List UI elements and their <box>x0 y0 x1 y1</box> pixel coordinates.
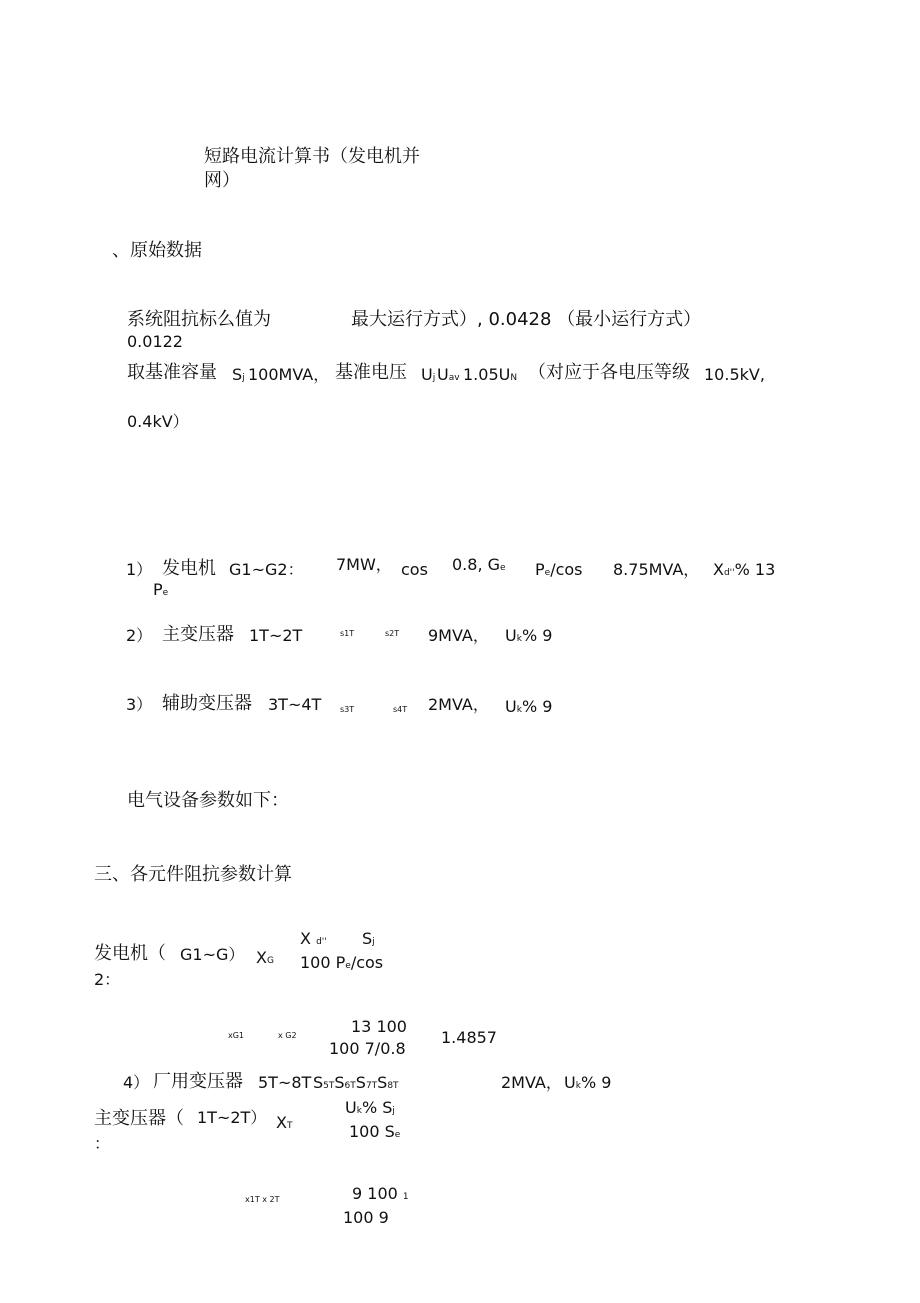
transformer-formula-colon: ： <box>94 1134 111 1153</box>
generator-formula-code: G1~G） <box>180 945 245 964</box>
item-1-xd: Xd''% 13 <box>713 560 776 579</box>
item-4-uk: Uk% 9 <box>564 1073 612 1092</box>
base-capacity-label: 取基准容量 <box>127 362 217 383</box>
generator-numerator-x: X d'' <box>300 929 327 948</box>
item-1-pe: Pe <box>153 580 169 599</box>
generator-xg1: xG1 <box>228 1031 245 1040</box>
item-3-name: 辅助变压器 <box>162 693 252 714</box>
item-3-number: 3） <box>126 695 153 714</box>
item-3-s4t: s4T <box>393 705 408 714</box>
base-uj: Uj <box>421 365 436 384</box>
base-voltage-label: 基准电压 <box>335 362 407 383</box>
item-1-ge: 0.8, Ge <box>452 555 506 574</box>
transformer-numerator: Uk% Sj <box>345 1098 395 1117</box>
item-4-rating: 2MVA， <box>501 1073 562 1092</box>
item-3-uk: Uk% 9 <box>505 697 553 716</box>
base-uav: Uav <box>437 365 460 384</box>
base-voltage-level-1: 10.5kV, <box>704 365 765 384</box>
base-voltage-note: （对应于各电压等级 <box>528 362 690 383</box>
item-4-code: 5T~8T <box>258 1073 312 1092</box>
equipment-parameters-heading: 电气设备参数如下： <box>127 790 289 811</box>
item-4-number: 4） <box>123 1073 150 1092</box>
section-impedance-calculation: 三、各元件阻抗参数计算 <box>94 864 292 885</box>
item-2-rating: 9MVA， <box>428 626 489 645</box>
item-3-rating: 2MVA， <box>428 695 489 714</box>
item-4-s-list: S5TS6TS7TS8T <box>313 1073 399 1092</box>
generator-calc-result: 1.4857 <box>441 1028 497 1047</box>
item-1-rating: 8.75MVA， <box>613 560 700 579</box>
generator-xg2: x G2 <box>278 1031 297 1040</box>
item-1-power: 7MW， <box>336 555 392 574</box>
item-1-pe-cos: Pe/cos <box>535 560 583 579</box>
item-2-number: 2） <box>126 626 153 645</box>
transformer-denominator: 100 Se <box>349 1122 401 1141</box>
generator-denominator: 100 Pe/cos <box>300 953 384 972</box>
transformer-formula-label: 主变压器（ <box>94 1108 184 1129</box>
title-line-1: 短路电流计算书（发电机并 <box>204 146 420 167</box>
transformer-formula-code: 1T~2T） <box>197 1108 267 1127</box>
transformer-calc-numerator: 9 100 1 <box>352 1184 409 1203</box>
generator-formula-label: 发电机（ <box>94 943 166 964</box>
generator-xg: XG <box>256 948 274 967</box>
item-3-code: 3T~4T <box>268 695 322 714</box>
transformer-xt: XT <box>276 1113 293 1132</box>
section-original-data: 、原始数据 <box>112 240 202 261</box>
item-1-cos: cos <box>401 560 428 579</box>
item-2-name: 主变压器 <box>162 624 234 645</box>
item-2-s2t: s2T <box>385 629 400 638</box>
transformer-calc-denominator: 100 9 <box>343 1208 389 1227</box>
generator-calc-numerator: 13 100 <box>351 1017 407 1036</box>
system-impedance-values: 最大运行方式）, 0.0428 （最小运行方式） <box>351 309 702 330</box>
transformer-x1t-x2t: x1T x 2T <box>245 1195 280 1204</box>
base-capacity-value: 100MVA， <box>248 365 330 384</box>
item-2-code: 1T~2T <box>249 626 303 645</box>
item-1-number: 1） <box>126 560 153 579</box>
base-voltage-value: 1.05UN <box>463 365 518 384</box>
item-2-s1t: s1T <box>340 629 355 638</box>
item-4-name: 厂用变压器 <box>153 1071 243 1092</box>
base-voltage-level-2: 0.4kV） <box>127 412 189 431</box>
base-sj: Sj <box>232 365 245 384</box>
system-impedance-label: 系统阻抗标么值为 <box>127 309 271 330</box>
item-1-name: 发电机 <box>162 558 216 579</box>
generator-calc-denominator: 100 7/0.8 <box>329 1039 406 1058</box>
title-line-2: 网） <box>204 170 240 191</box>
item-1-code: G1~G2： <box>229 560 304 579</box>
generator-formula-colon: 2： <box>94 970 121 989</box>
system-impedance-max: 0.0122 <box>127 332 183 351</box>
generator-numerator-s: Sj <box>362 929 375 948</box>
item-2-uk: Uk% 9 <box>505 626 553 645</box>
item-3-s3t: s3T <box>340 705 355 714</box>
